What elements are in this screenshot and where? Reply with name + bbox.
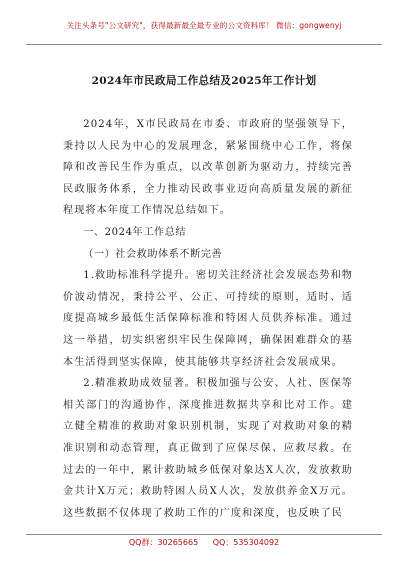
body-paragraph: 1.救助标准科学提升。密切关注经济社会发展态势和物价波动情况，秉持公平、公正、可持续的原则，适时、适度提高城乡最低生活保障标准和特困人员供养标准。通过这一举措，切实织密织牢民生保障网，确保困难群众的基本生活得到坚实保障，使其能够共享经济社会发展成果。 [63,270,353,368]
footer-qq-number: QQ：535304092 [212,538,280,547]
intro-paragraph: 2024年，X市民政局在市委、市政府的坚强领导下，秉持以人民为中心的发展理念，紧紧围绕中心工作，将保障和改善民生作为重点，以改革创新为驱动力，持续完善民政服务体系，全力推动民政事业迈向高质量发展的新征程现将本年度工作情况总结如下。 [63,119,353,217]
header-divider [26,44,382,45]
footer-contact [0,537,408,548]
subsection-heading: （一）社会救助体系不断完善 [83,248,223,260]
section-heading: 一、2024年工作总结 [83,226,187,238]
document-title: 2024年市民政局工作总结及2025年工作计划 [91,75,317,87]
body-paragraph: 2.精准救助成效显著。积极加强与公安、人社、医保等相关部门的沟通协作，深度推进数据共享和比对工作。建立健全精准的救助对象识别机制，实现了对救助对象的精准识别和动态管理，真正做到了应保尽保、应救尽救。在过去的一年中，累计救助城乡低保对象达X人次，发放救助金共计X万元；救助特困人员X人次，发放供养金X万元。这些数据不仅体现了救助工作的广度和深度，也反映了民 [63,378,353,519]
footer-qq-group: QQ群：30265665 [128,538,199,547]
footer-divider [26,534,382,535]
header-promo-text: 关注头条号"公文研究"，获得最新最全最专业的公文资料库！ 微信：gongwenyj [66,21,342,30]
document-body [63,114,353,524]
